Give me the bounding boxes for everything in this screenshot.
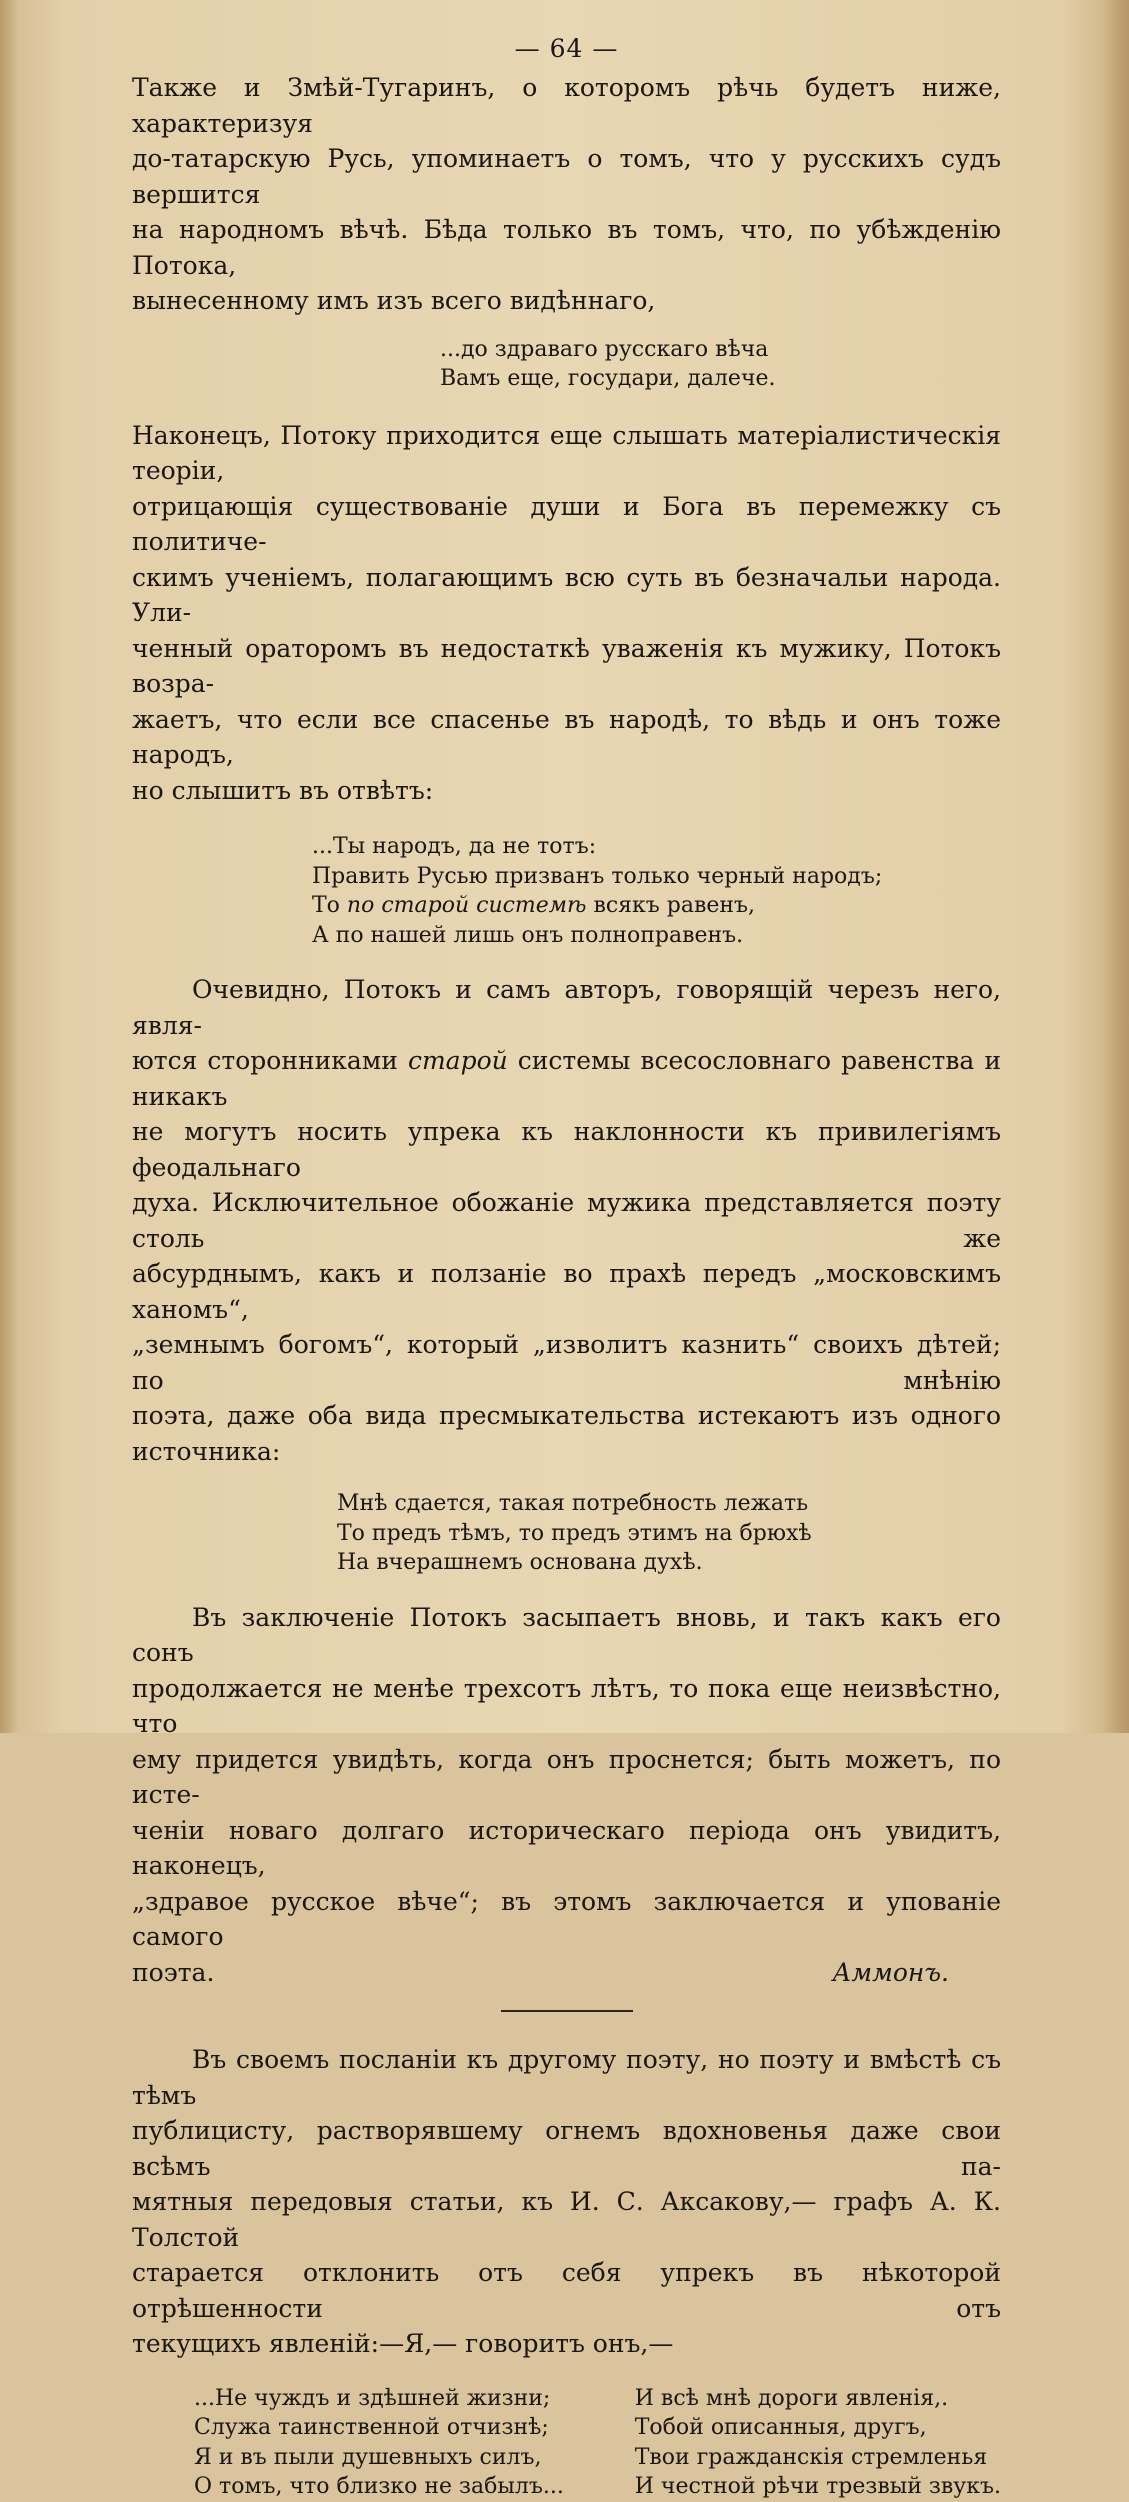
paragraph-4 [132,1600,1001,1991]
text-line: отрицающія существованіе души и Бога въ перемежку съ политиче- [132,491,1001,556]
verse-quote-1 [440,335,1001,394]
verse-line: Служа таинственной отчизнѣ; [194,2415,549,2440]
text-line: Въ заключеніе Потокъ засыпаетъ вновь, и такъ какъ его сонъ [132,1602,1001,1667]
verse-line: На вчерашнемъ основана духѣ. [337,1550,703,1575]
text-line: продолжается не менѣе трехсотъ лѣтъ, то пока еще неизвѣстно, что [132,1673,1001,1738]
italic-word: старой [407,1046,508,1075]
verse-line: Править Русью призванъ только черный народъ; [312,863,883,889]
verse-fragment: всякъ равенъ, [586,893,756,918]
text-line: Очевидно, Потокъ и самъ авторъ, говорящій черезъ него, явля- [132,975,1001,1040]
text-line: Въ своемъ посланіи къ другому поэту, но поэту и вмѣстѣ съ тѣмъ [132,2045,1001,2110]
text-line: „здравое русское вѣче“; въ этомъ заключается и упованіе самого [132,1886,1001,1951]
text-line: вынесенному имъ изъ всего видѣннаго, [132,286,656,315]
verse-quote-3 [337,1489,1001,1578]
section-divider [501,2010,633,2012]
text-line: до-татарскую Русь, упоминаетъ о томъ, что у русскихъ судъ вершится [132,144,1001,209]
text-line: но слышитъ въ отвѣтъ: [132,775,434,805]
page-number: — 64 — [514,34,619,63]
text-line: Также и Змѣй-Тугаринъ, о которомъ рѣчь будетъ ниже, характеризуя [132,73,1001,138]
verse-line: И честной рѣчи трезвый звукъ. [634,2474,1001,2499]
text-line: ему придется увидѣть, когда онъ проснется; быть можетъ, по исте- [132,1744,1001,1809]
text-line: старается отклонить отъ себя упрекъ въ нѣкоторой отрѣшенности отъ [132,2258,1001,2323]
paragraph-5 [132,2042,1001,2362]
text-line: не могутъ носить упрека къ наклонности къ привилегіямъ феодальнаго [132,1117,1001,1182]
text-line [132,1043,1001,1114]
verse-line: О томъ, что близко не забылъ... [194,2474,564,2499]
paragraph-3 [132,972,1001,1469]
text-line: текущихъ явленій:—Я,— говоритъ онъ,— [132,2329,674,2358]
text-line: публицисту, растворявшему огнемъ вдохновенья даже свои всѣмъ па- [132,2116,1001,2181]
verse-line: Тобой описанныя, другъ, [634,2415,927,2440]
text-line: на народномъ вѣчѣ. Бѣда только въ томъ, что, по убѣжденію Потока, [132,215,1001,280]
verse-quote-4 [194,2384,1001,2502]
verse-line: ...до здраваго русскаго вѣча [440,336,769,362]
text-line: абсурднымъ, какъ и ползаніе во прахѣ передъ „московскимъ ханомъ“, [132,1259,1001,1324]
text-line: ченный ораторомъ въ недостаткѣ уваженія къ мужику, Потокъ возра- [132,633,1001,698]
author-signature: Аммонъ. [832,1957,949,1987]
verse-line: Я и въ пыли душевныхъ силъ, [194,2444,542,2470]
text-line: „земнымъ богомъ“, который „изволитъ казнить“ своихъ дѣтей; по мнѣнію [132,1330,1001,1395]
text-line: скимъ ученіемъ, полагающимъ всю суть въ безначальи народа. Ули- [132,562,1001,627]
text-line: духа. Исключительное обожаніе мужика представляется поэту столь же [132,1188,1001,1253]
paragraph-1 [132,70,1001,319]
verse-line: Вамъ еще, государи, далече. [440,366,776,391]
verse-line: Твои гражданскія стремленья [634,2444,988,2470]
verse-quote-2 [312,832,1001,950]
text-line: мятныя передовыя статьи, къ И. С. Аксакову,— графъ А. К. Толстой [132,2187,1001,2252]
verse-column-left [194,2384,635,2502]
verse-fragment: То [312,893,347,918]
verse-line: То предъ тѣмъ, то предъ этимъ на брюхѣ [337,1520,812,1546]
verse-line: Мнѣ сдается, такая потребность лежать [337,1491,809,1516]
text-fragment: поэта. [132,1957,215,1987]
italic-phrase: по старой системѣ [346,893,587,918]
text-fragment: системы всесословнаго равенства и никакъ [132,1046,1001,1111]
verse-line [312,891,1001,921]
text-line: Наконецъ, Потоку приходится еще слышать матеріалистическія теоріи, [132,420,1001,485]
text-fragment: ются сторонниками [132,1046,408,1075]
verse-line: А по нашей лишь онъ полноправенъ. [312,922,744,948]
text-line: поэта, даже оба вида пресмыкательства истекаютъ изъ одного источника: [132,1401,1001,1466]
signature-line [132,1955,1001,1991]
verse-line: ...Ты народъ, да не тотъ: [312,834,597,859]
paragraph-2 [132,418,1001,809]
text-line: жаетъ, что если все спасенье въ народѣ, то вѣдь и онъ тоже народъ, [132,704,1001,769]
verse-line: И всѣ мнѣ дороги явленія,. [634,2385,949,2411]
verse-column-right [635,2384,1001,2502]
verse-line: ...Не чуждъ и здѣшней жизни; [194,2385,551,2411]
text-line: ченіи новаго долгаго историческаго періода онъ увидитъ, наконецъ, [132,1815,1001,1880]
